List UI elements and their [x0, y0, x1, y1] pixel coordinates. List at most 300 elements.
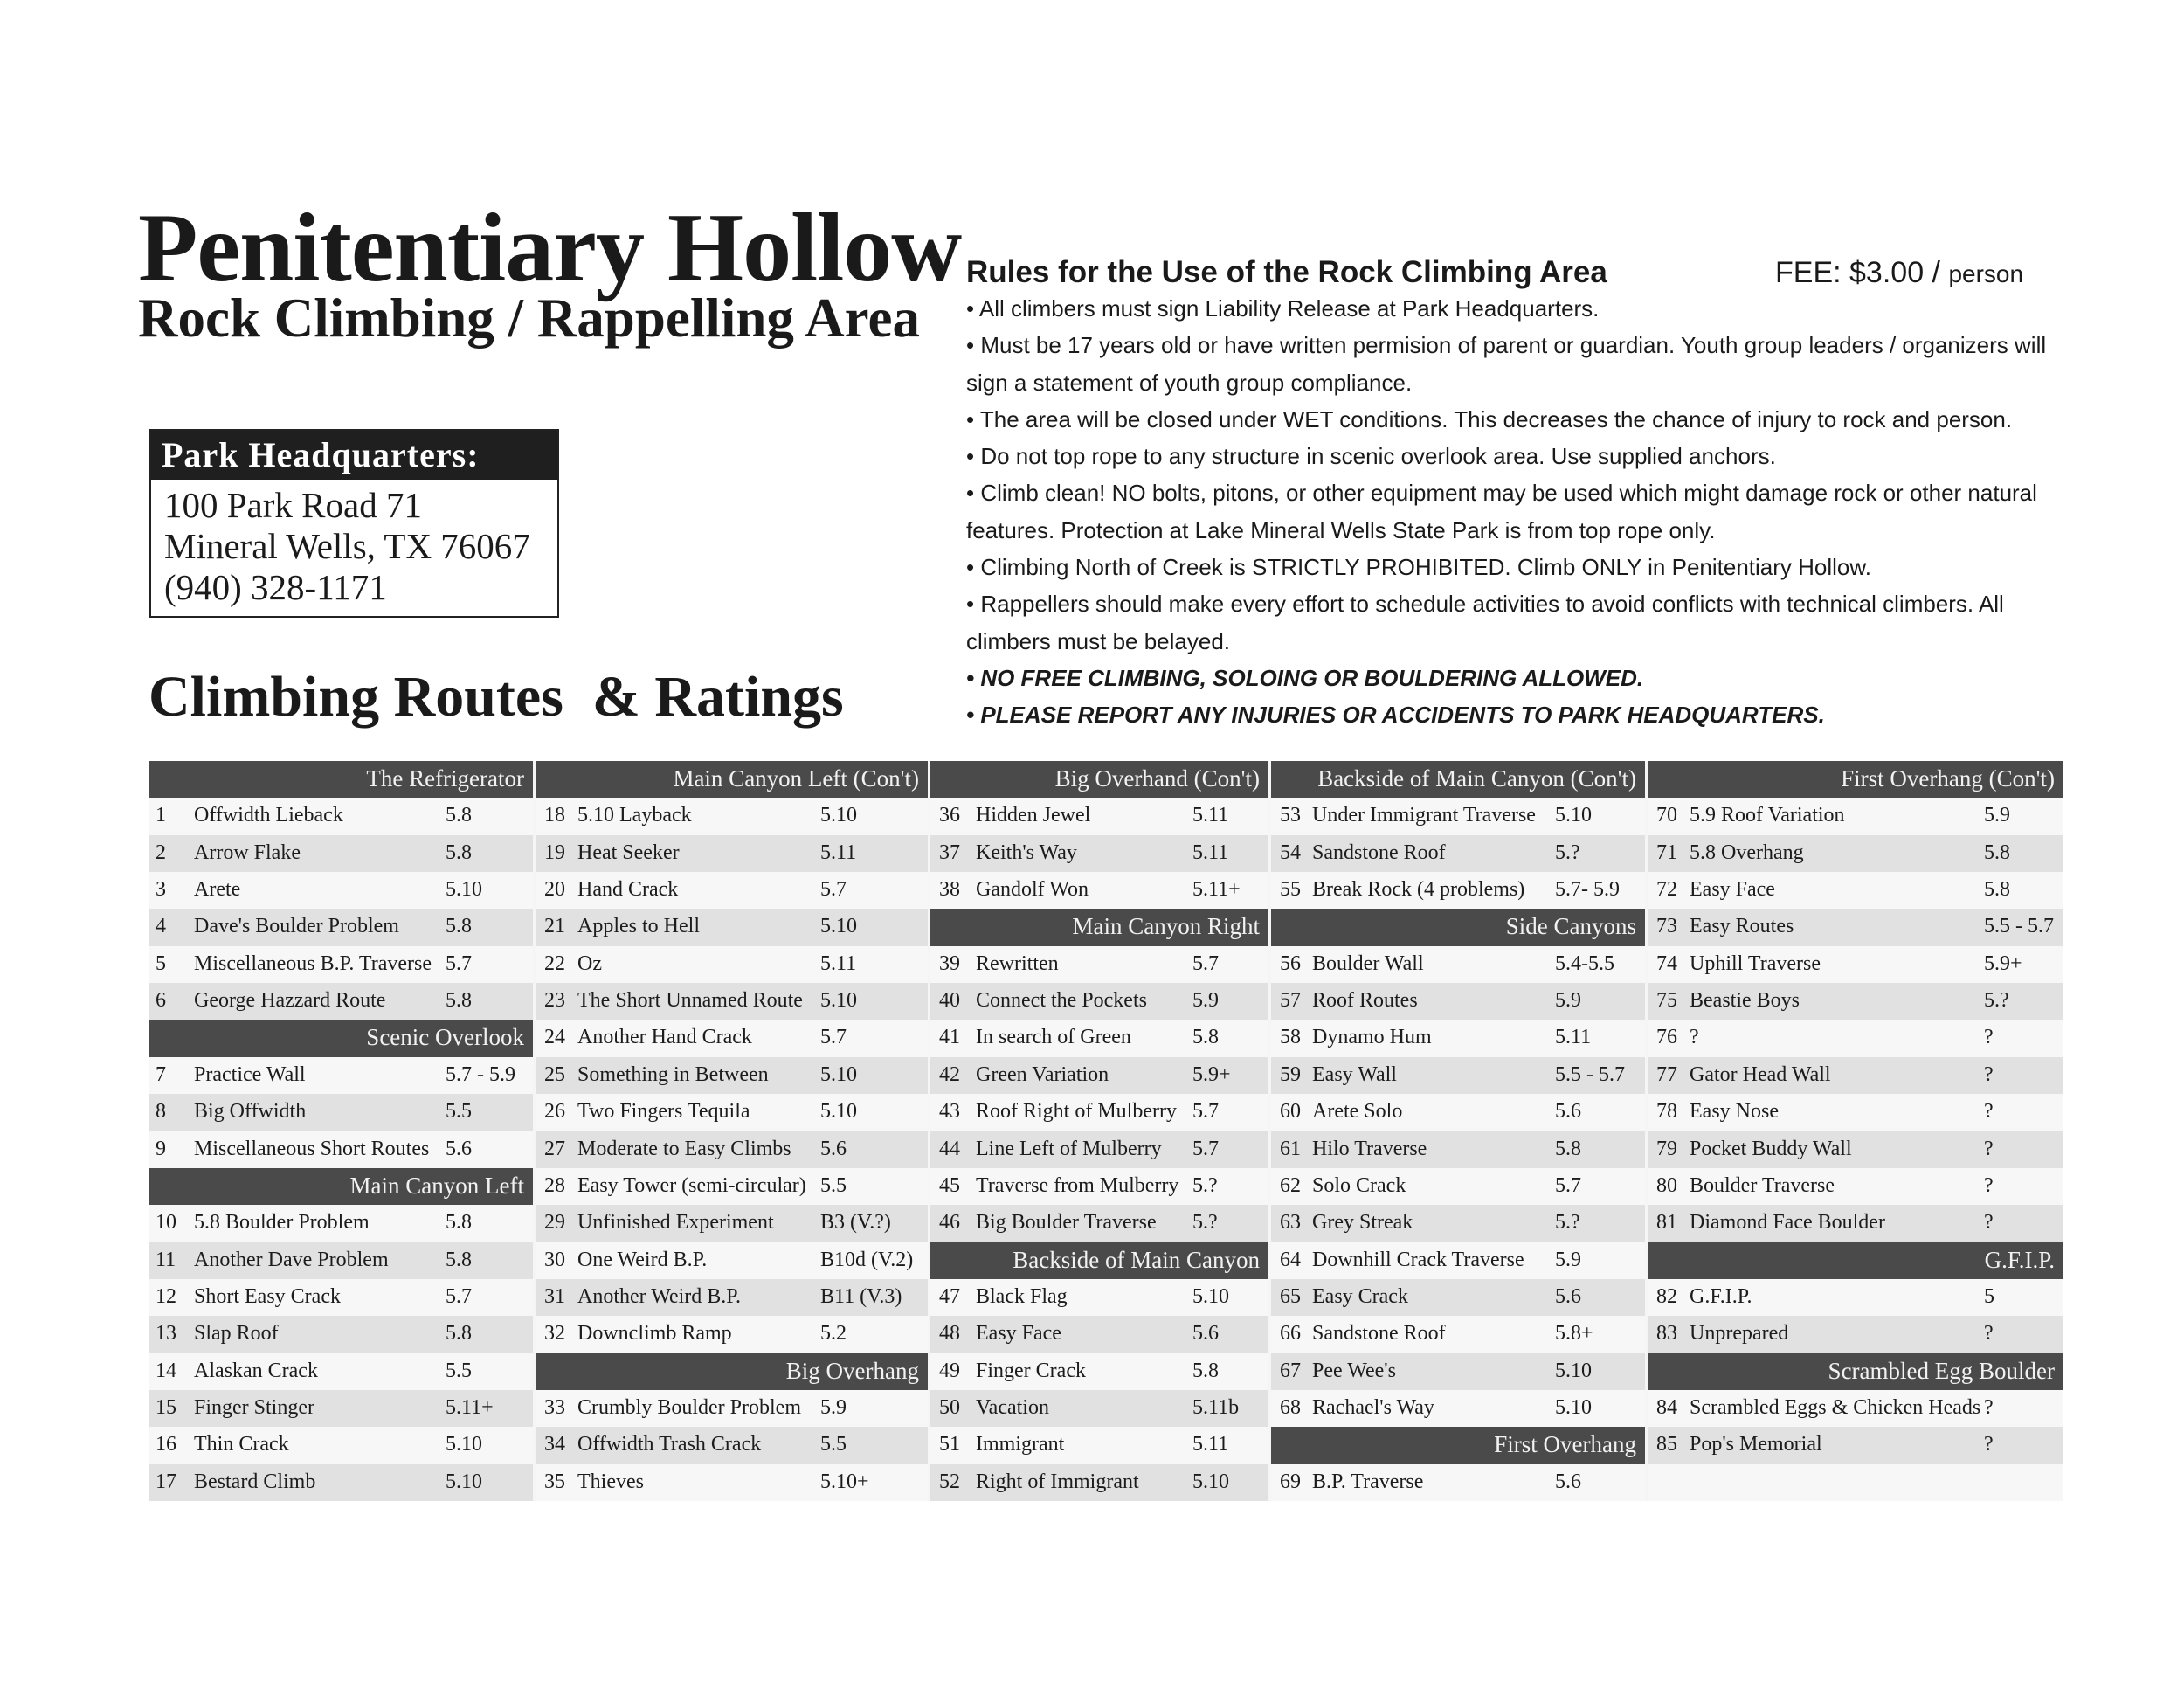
- route-rating: 5.7- 5.9: [1555, 878, 1620, 902]
- route-name: Pop's Memorial: [1690, 1433, 1822, 1456]
- route-number: 13: [156, 1322, 176, 1346]
- route-name: Dynamo Hum: [1312, 1026, 1432, 1049]
- route-name: Arete Solo: [1312, 1100, 1403, 1124]
- route-row: [536, 1057, 928, 1094]
- route-number: 31: [544, 1284, 565, 1308]
- route-number: 7: [156, 1062, 166, 1086]
- route-name: Pocket Buddy Wall: [1690, 1137, 1852, 1160]
- route-rating: ?: [1984, 1211, 1994, 1235]
- route-rating: 5.5: [820, 1433, 847, 1456]
- route-row: [149, 1279, 533, 1316]
- route-row: [1648, 872, 2063, 909]
- route-number: 52: [939, 1470, 960, 1493]
- route-row: [149, 1316, 533, 1352]
- route-row: [536, 1464, 928, 1501]
- route-number: 17: [156, 1470, 176, 1493]
- route-rating: 5.10+: [820, 1470, 869, 1493]
- route-number: 12: [156, 1284, 176, 1308]
- fee-label: [1775, 255, 2023, 292]
- route-rating: 5: [1984, 1284, 1994, 1308]
- route-rating: 5.6: [446, 1137, 472, 1160]
- route-name: Roof Routes: [1312, 989, 1418, 1013]
- route-name: Another Hand Crack: [577, 1026, 752, 1049]
- route-rating: 5.11: [1192, 1433, 1229, 1456]
- route-name: Short Easy Crack: [194, 1284, 341, 1308]
- route-rating: 5.10: [820, 1100, 857, 1124]
- route-number: 60: [1280, 1100, 1301, 1124]
- route-rating: 5.8: [446, 1322, 472, 1346]
- route-number: 61: [1280, 1137, 1301, 1160]
- section-header-label: First Overhang: [1494, 1431, 1636, 1458]
- route-row: [149, 1057, 533, 1094]
- route-rating: 5.6: [1192, 1322, 1219, 1346]
- section-header-label: Scenic Overlook: [366, 1024, 524, 1051]
- route-row: [149, 1427, 533, 1463]
- route-row: [1648, 1057, 2063, 1094]
- route-name: Easy Face: [1690, 878, 1775, 902]
- rules-section: [966, 255, 2076, 734]
- route-name: Grey Streak: [1312, 1211, 1413, 1235]
- route-number: 18: [544, 804, 565, 827]
- route-row: [1271, 1168, 1645, 1205]
- route-number: 47: [939, 1284, 960, 1308]
- route-number: 63: [1280, 1211, 1301, 1235]
- route-rating: 5.10: [820, 1062, 857, 1086]
- route-rating: 5.11: [1555, 1026, 1592, 1049]
- route-name: Alaskan Crack: [194, 1359, 318, 1382]
- route-number: 48: [939, 1322, 960, 1346]
- route-rating: 5.10: [446, 1433, 482, 1456]
- route-row: [1648, 1279, 2063, 1316]
- routes-column: [149, 761, 533, 1501]
- fee-unit: person: [1948, 260, 2024, 287]
- route-row: [149, 1205, 533, 1242]
- route-rating: 5.10: [820, 915, 857, 938]
- route-rating: 5.?: [1192, 1173, 1218, 1197]
- route-number: 53: [1280, 804, 1301, 827]
- rules-title: Rules for the Use of the Rock Climbing Area: [966, 255, 1607, 289]
- route-number: 26: [544, 1100, 565, 1124]
- route-rating: 5.7: [1192, 1100, 1219, 1124]
- route-name: Roof Right of Mulberry: [976, 1100, 1177, 1124]
- route-rating: 5.10: [820, 804, 857, 827]
- route-name: Easy Routes: [1690, 915, 1794, 938]
- route-name: Green Variation: [976, 1062, 1109, 1086]
- route-name: Miscellaneous Short Routes: [194, 1137, 430, 1160]
- routes-column: [1271, 761, 1645, 1501]
- route-row: [149, 1464, 533, 1501]
- section-header: [149, 1020, 533, 1056]
- route-number: 71: [1656, 841, 1677, 864]
- route-number: 73: [1656, 915, 1677, 938]
- route-name: Boulder Traverse: [1690, 1173, 1835, 1197]
- route-rating: 5.5: [820, 1173, 847, 1197]
- route-row: [149, 1390, 533, 1427]
- section-header-label: Main Canyon Left (Con't): [673, 765, 919, 792]
- section-header-label: G.F.I.P.: [1984, 1246, 2055, 1273]
- route-rating: 5.9: [1192, 989, 1219, 1013]
- route-rating: 5.8: [446, 804, 472, 827]
- route-name: Rewritten: [976, 951, 1059, 975]
- route-name: Gandolf Won: [976, 878, 1089, 902]
- route-row: [930, 1464, 1268, 1501]
- route-rating: 5.11+: [446, 1396, 494, 1419]
- route-name: Big Boulder Traverse: [976, 1211, 1157, 1235]
- route-number: 16: [156, 1433, 176, 1456]
- route-number: 33: [544, 1396, 565, 1419]
- route-number: 58: [1280, 1026, 1301, 1049]
- route-rating: 5.11: [1192, 804, 1229, 827]
- route-row: [1271, 1242, 1645, 1279]
- route-rating: 5.11: [820, 951, 857, 975]
- route-number: 22: [544, 951, 565, 975]
- route-row: [930, 1020, 1268, 1056]
- route-number: 19: [544, 841, 565, 864]
- route-rating: ?: [1984, 1322, 1994, 1346]
- section-header-label: Main Canyon Left: [349, 1172, 524, 1199]
- route-row: [1648, 909, 2063, 945]
- route-name: Rachael's Way: [1312, 1396, 1434, 1419]
- route-number: 80: [1656, 1173, 1677, 1197]
- fee-amount: FEE: $3.00 /: [1775, 256, 1940, 289]
- route-number: 3: [156, 878, 166, 902]
- route-rating: 5.10: [820, 989, 857, 1013]
- route-row: [1271, 1057, 1645, 1094]
- route-name: Pee Wee's: [1312, 1359, 1396, 1382]
- route-rating: 5.2: [820, 1322, 847, 1346]
- page-title: Penitentiary Hollow: [138, 194, 962, 302]
- route-row: [149, 1242, 533, 1279]
- rules-list: [966, 290, 2076, 734]
- route-number: 27: [544, 1137, 565, 1160]
- route-name: 5.8 Overhang: [1690, 841, 1804, 864]
- section-header: [1271, 909, 1645, 945]
- route-number: 38: [939, 878, 960, 902]
- route-name: Hilo Traverse: [1312, 1137, 1427, 1160]
- route-rating: 5.11+: [1192, 878, 1241, 902]
- route-name: Unprepared: [1690, 1322, 1789, 1346]
- route-rating: 5.?: [1555, 1211, 1580, 1235]
- route-number: 76: [1656, 1026, 1677, 1049]
- page-subtitle: Rock Climbing / Rappelling Area: [138, 287, 920, 349]
- route-number: 2: [156, 841, 166, 864]
- section-header-label: Side Canyons: [1505, 913, 1636, 940]
- route-number: 40: [939, 989, 960, 1013]
- route-row: [930, 1131, 1268, 1168]
- route-row: [149, 1131, 533, 1168]
- route-rating: 5.9: [820, 1396, 847, 1419]
- headquarters-label: Park Headquarters:: [151, 431, 557, 480]
- route-name: Downhill Crack Traverse: [1312, 1248, 1524, 1271]
- section-header-label: Scrambled Egg Boulder: [1828, 1357, 2055, 1384]
- route-name: Break Rock (4 problems): [1312, 878, 1525, 902]
- route-number: 54: [1280, 841, 1301, 864]
- route-name: 5.8 Boulder Problem: [194, 1211, 370, 1235]
- rule-emphasis: • PLEASE REPORT ANY INJURIES OR ACCIDENTS TO PARK HEADQUARTERS.: [966, 702, 1825, 729]
- section-header-label: Main Canyon Right: [1072, 913, 1260, 940]
- route-name: Oz: [577, 951, 602, 975]
- route-number: 42: [939, 1062, 960, 1086]
- route-name: Big Offwidth: [194, 1100, 307, 1124]
- route-name: Crumbly Boulder Problem: [577, 1396, 801, 1419]
- route-row: [1271, 1094, 1645, 1131]
- route-name: Scrambled Eggs & Chicken Heads: [1690, 1396, 1981, 1419]
- route-row: [536, 909, 928, 945]
- route-row: [149, 983, 533, 1020]
- route-rating: ?: [1984, 1137, 1994, 1160]
- route-number: 4: [156, 915, 166, 938]
- route-rating: 5.7: [1192, 1137, 1219, 1160]
- route-name: Something in Between: [577, 1062, 769, 1086]
- rule-item: • Must be 17 years old or have written permision of parent or guardian. Youth group leaders / organizers will sign a statement of youth group compliance.: [966, 332, 2053, 396]
- route-rating: ?: [1984, 1062, 1994, 1086]
- route-row: [1648, 798, 2063, 834]
- section-header: [149, 1168, 533, 1205]
- route-number: 70: [1656, 804, 1677, 827]
- route-rating: 5.11: [820, 841, 857, 864]
- route-rating: 5.6: [820, 1137, 847, 1160]
- route-number: 24: [544, 1026, 565, 1049]
- route-rating: B10d (V.2): [820, 1248, 914, 1271]
- route-row: [1271, 835, 1645, 872]
- route-row: [536, 1279, 928, 1316]
- route-name: Black Flag: [976, 1284, 1068, 1308]
- route-row: [536, 1020, 928, 1056]
- route-row: [1648, 835, 2063, 872]
- route-number: 78: [1656, 1100, 1677, 1124]
- route-row: [536, 1094, 928, 1131]
- rule-item: • Do not top rope to any structure in scenic overlook area. Use supplied anchors.: [966, 443, 1776, 470]
- route-name: Boulder Wall: [1312, 951, 1424, 975]
- section-header: [1648, 761, 2063, 798]
- section-header: [1271, 761, 1645, 798]
- section-header: [149, 761, 533, 798]
- route-name: One Weird B.P.: [577, 1248, 708, 1271]
- rule-item: • Climb clean! NO bolts, pitons, or other equipment may be used which might damage rock or other natural features. Protection at Lake Mineral Wells State Park is from top rope only.: [966, 480, 2044, 543]
- section-header: [930, 761, 1268, 798]
- route-number: 37: [939, 841, 960, 864]
- route-rating: 5.10: [1555, 1359, 1592, 1382]
- route-rating: 5.6: [1555, 1100, 1581, 1124]
- routes-column: [1648, 761, 2063, 1501]
- route-row: [1648, 946, 2063, 983]
- route-number: 10: [156, 1211, 176, 1235]
- route-rating: 5.9+: [1984, 951, 2022, 975]
- section-header: [930, 1242, 1268, 1279]
- route-row: [1648, 1316, 2063, 1352]
- route-number: 29: [544, 1211, 565, 1235]
- section-header: [1648, 1242, 2063, 1279]
- route-number: 79: [1656, 1137, 1677, 1160]
- route-row: [1648, 1427, 2063, 1463]
- route-number: 32: [544, 1322, 565, 1346]
- route-row: [930, 1057, 1268, 1094]
- route-name: Vacation: [976, 1396, 1049, 1419]
- route-number: 1: [156, 804, 166, 827]
- route-number: 36: [939, 804, 960, 827]
- route-number: 20: [544, 878, 565, 902]
- section-header: [536, 1353, 928, 1390]
- route-number: 44: [939, 1137, 960, 1160]
- route-rating: 5.8: [446, 841, 472, 864]
- route-row: [149, 909, 533, 945]
- route-rating: 5.7 - 5.9: [446, 1062, 515, 1086]
- route-row: [536, 835, 928, 872]
- route-name: Right of Immigrant: [976, 1470, 1139, 1493]
- route-rating: 5.?: [1192, 1211, 1218, 1235]
- route-row: [149, 835, 533, 872]
- route-rating: 5.9: [1555, 989, 1581, 1013]
- route-rating: 5.11: [1192, 841, 1229, 864]
- route-number: 43: [939, 1100, 960, 1124]
- route-row: [536, 1316, 928, 1352]
- route-row: [149, 1094, 533, 1131]
- route-number: 51: [939, 1433, 960, 1456]
- route-name: Traverse from Mulberry: [976, 1173, 1179, 1197]
- route-rating: 5.9+: [1192, 1062, 1231, 1086]
- route-rating: 5.7: [820, 1026, 847, 1049]
- route-number: 28: [544, 1173, 565, 1197]
- route-number: 23: [544, 989, 565, 1013]
- route-number: 64: [1280, 1248, 1301, 1271]
- route-name: Arrow Flake: [194, 841, 301, 864]
- route-row: [1648, 1205, 2063, 1242]
- route-row: [1271, 1316, 1645, 1352]
- route-number: 57: [1280, 989, 1301, 1013]
- route-name: Sandstone Roof: [1312, 841, 1446, 864]
- route-row: [536, 1205, 928, 1242]
- route-row: [1271, 798, 1645, 834]
- route-number: 46: [939, 1211, 960, 1235]
- section-header: [1271, 1427, 1645, 1463]
- route-row: [536, 983, 928, 1020]
- route-number: 6: [156, 989, 166, 1013]
- route-row: [149, 798, 533, 834]
- route-number: 34: [544, 1433, 565, 1456]
- route-name: Connect the Pockets: [976, 989, 1147, 1013]
- route-row: [1648, 1020, 2063, 1056]
- route-row: [1271, 872, 1645, 909]
- route-rating: 5.7: [446, 951, 472, 975]
- route-row: [1271, 1279, 1645, 1316]
- rule-item: • All climbers must sign Liability Release at Park Headquarters.: [966, 295, 1600, 322]
- route-number: 59: [1280, 1062, 1301, 1086]
- route-number: 25: [544, 1062, 565, 1086]
- route-number: 30: [544, 1248, 565, 1271]
- route-name: Immigrant: [976, 1433, 1065, 1456]
- route-row: [1271, 1205, 1645, 1242]
- section-header-label: Big Overhang: [785, 1357, 919, 1384]
- route-name: Offwidth Lieback: [194, 804, 343, 827]
- route-number: 15: [156, 1396, 176, 1419]
- route-row: [930, 1390, 1268, 1427]
- route-name: Thieves: [577, 1470, 644, 1493]
- route-row: [1648, 1390, 2063, 1427]
- route-number: 82: [1656, 1284, 1677, 1308]
- route-rating: 5.5 - 5.7: [1555, 1062, 1625, 1086]
- route-number: 56: [1280, 951, 1301, 975]
- route-rating: ?: [1984, 1173, 1994, 1197]
- rule-item: • Climbing North of Creek is STRICTLY PROHIBITED. Climb ONLY in Penitentiary Hollow.: [966, 554, 1871, 581]
- route-rating: 5.10: [446, 1470, 482, 1493]
- route-rating: ?: [1984, 1026, 1994, 1049]
- route-row: [930, 1427, 1268, 1463]
- route-row: [149, 946, 533, 983]
- route-name: Beastie Boys: [1690, 989, 1800, 1013]
- route-number: 66: [1280, 1322, 1301, 1346]
- route-row: [930, 835, 1268, 872]
- route-rating: 5.?: [1984, 989, 2009, 1013]
- route-name: Finger Crack: [976, 1359, 1086, 1382]
- route-row: [930, 1316, 1268, 1352]
- route-name: Dave's Boulder Problem: [194, 915, 399, 938]
- routes-heading: Climbing Routes & Ratings: [149, 665, 844, 729]
- route-row: [930, 983, 1268, 1020]
- route-name: Line Left of Mulberry: [976, 1137, 1162, 1160]
- route-number: 75: [1656, 989, 1677, 1013]
- route-row: [1648, 983, 2063, 1020]
- route-number: 69: [1280, 1470, 1301, 1493]
- route-row: [536, 946, 928, 983]
- headquarters-box: [149, 429, 559, 618]
- route-name: Easy Crack: [1312, 1284, 1408, 1308]
- route-rating: 5.7: [1192, 951, 1219, 975]
- section-header-label: First Overhang (Con't): [1841, 765, 2055, 792]
- route-rating: 5.9: [1555, 1248, 1581, 1271]
- route-row: [1271, 983, 1645, 1020]
- route-row: [930, 946, 1268, 983]
- route-name: Offwidth Trash Crack: [577, 1433, 762, 1456]
- headquarters-phone: (940) 328-1171: [164, 567, 387, 607]
- route-number: 84: [1656, 1396, 1677, 1419]
- section-header-label: The Refrigerator: [366, 765, 524, 792]
- route-rating: 5.8: [1192, 1026, 1219, 1049]
- route-row: [536, 1427, 928, 1463]
- route-number: 11: [156, 1248, 176, 1271]
- route-name: Miscellaneous B.P. Traverse: [194, 951, 432, 975]
- route-number: 9: [156, 1137, 166, 1160]
- route-number: 41: [939, 1026, 960, 1049]
- route-number: 5: [156, 951, 166, 975]
- rule-emphasis: • NO FREE CLIMBING, SOLOING OR BOULDERING ALLOWED.: [966, 664, 1644, 691]
- route-name: Gator Head Wall: [1690, 1062, 1831, 1086]
- routes-table: [149, 761, 2063, 1501]
- route-name: Hidden Jewel: [976, 804, 1091, 827]
- route-row: [930, 1279, 1268, 1316]
- rule-item: • The area will be closed under WET conditions. This decreases the chance of injury to rock and person.: [966, 405, 2013, 432]
- route-number: 65: [1280, 1284, 1301, 1308]
- route-name: Sandstone Roof: [1312, 1322, 1446, 1346]
- route-row: [930, 798, 1268, 834]
- route-rating: 5.8+: [1555, 1322, 1593, 1346]
- route-row: [930, 1094, 1268, 1131]
- route-number: 67: [1280, 1359, 1301, 1382]
- section-header: [930, 909, 1268, 945]
- route-row: [1648, 1168, 2063, 1205]
- route-name: Uphill Traverse: [1690, 951, 1821, 975]
- route-row: [1648, 1094, 2063, 1131]
- route-rating: 5.8: [446, 1211, 472, 1235]
- route-rating: 5.11b: [1192, 1396, 1240, 1419]
- route-number: 49: [939, 1359, 960, 1382]
- routes-column: [536, 761, 928, 1501]
- route-name: Hand Crack: [577, 878, 679, 902]
- route-rating: 5.6: [1555, 1284, 1581, 1308]
- headquarters-address-line2: Mineral Wells, TX 76067: [164, 526, 530, 566]
- route-name: Easy Face: [976, 1322, 1061, 1346]
- route-number: 77: [1656, 1062, 1677, 1086]
- route-number: 81: [1656, 1211, 1677, 1235]
